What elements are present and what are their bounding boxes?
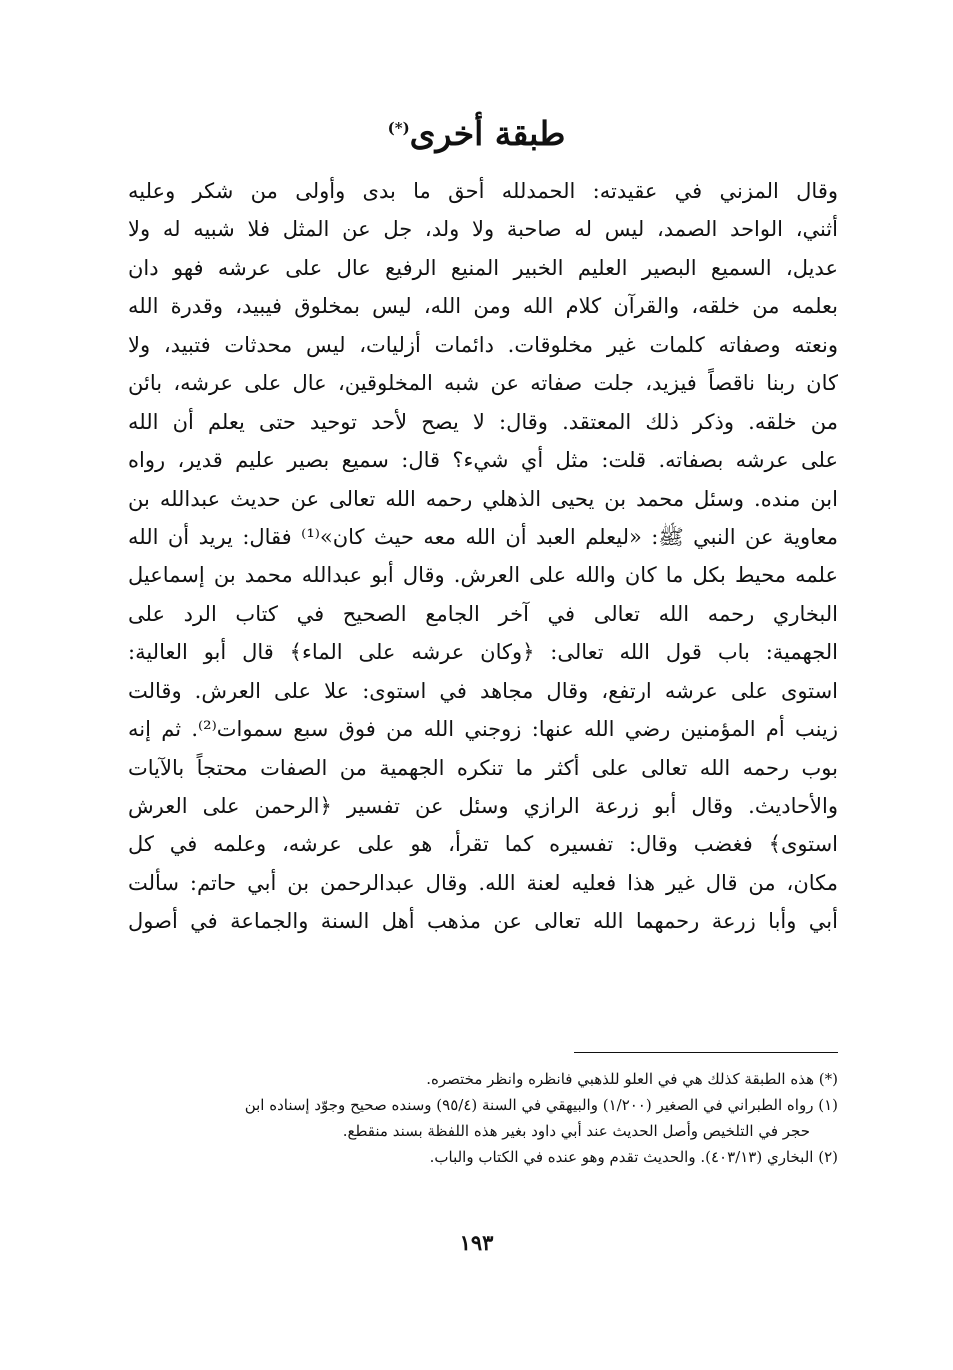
footnote-star: (*) هذه الطبقة كذلك هي في العلو للذهبي فانظره وانظر مختصره. (426, 1070, 838, 1088)
text-line: عديل، السميع البصير العليم الخبير المنيع الرفيع عال على عرشه فهو دان (128, 255, 838, 280)
text-line: ونعته وصفاته كلمات غير مخلوقات. دائمات أزليات، ليس محدثات فتبيد، ولا (128, 332, 838, 357)
footnote-2: (٢) البخاري (٤٠٣/١٣). والحديث تقدم وهو عنده في الكتاب والباب. (429, 1148, 838, 1166)
text-line: بعلمه من خلقه، والقرآن كلام الله ومن الله، ليس بمخلوق فيبيد، وقدرة الله (128, 294, 838, 319)
text-line: بوب رحمه الله تعالى على أكثر ما تنكره الجهمية من الصفات محتجاً بالآيات (128, 755, 838, 780)
text-line: البخاري رحمه الله تعالى في آخر الجامع الصحيح في كتاب الرد على (128, 601, 838, 626)
text-line: والأحاديث. وقال أبو زرعة الرازي وسئل عن تفسير ﴿الرحمن على العرش (128, 794, 838, 818)
text-line: ابن منده. وسئل محمد بن يحيى الذهلي رحمه الله تعالى عن حديث عبدالله بن (128, 486, 838, 511)
text-line: من خلقه. وذكر ذلك المعتقد. وقال: لا يصح لأحد توحيد حتى يعلم أن الله (128, 409, 838, 434)
page-title (0, 104, 953, 158)
text-line: استوى﴾ فغضب وقال: تفسيره كما تقرأ، هو على عرشه، وعلمه في كل (128, 832, 838, 857)
title-footnote-marker: (*) (387, 119, 410, 137)
footnote-1: (١) رواه الطبراني في الصغير (١/٢٠٠) والبيهقي في السنة (٩٥/٤) وسنده صحيح وجوّد إسناده ابن (244, 1096, 838, 1114)
text-line: زينب أم المؤمنين رضي الله عنها: زوجني الله من فوق سبع سموات⁽²⁾. ثم إنه (128, 717, 838, 742)
text-line: معاوية عن النبي ﷺ: «ليعلم العبد أن الله معه حيث كان»⁽¹⁾ فقال: يريد أن الله (128, 524, 838, 549)
main-text (128, 172, 838, 941)
text-line: وقال المزني في عقيدته: الحمدلله أحق ما بدى وأولى من شكر وعليه (128, 179, 838, 203)
text-line: مكان، من قال غير هذا فعليه لعنة الله. وقال عبدالرحمن بن أبي حاتم: سألت (128, 870, 838, 895)
footnotes (128, 1066, 838, 1170)
text-line: أثني، الواحد الصمد، ليس له صاحبة ولا ولد، جل عن المثل فلا شبيه له ولا (128, 217, 838, 242)
title-text: طبقة أخرى (409, 114, 566, 153)
footnote-separator (574, 1052, 838, 1053)
text-line: استوى على عرشه ارتفع، وقال مجاهد في استوى: علا على العرش. وقالت (128, 678, 838, 703)
text-line: كان ربنا ناقصاً فيزيد، جلت صفاته عن شبه المخلوقين، عال على عرشه، بائن (128, 371, 838, 396)
footnote-1-continued: حجر في التلخيص وأصل الحديث عند أبي داود بغير هذه اللفظة بسند منقطع. (342, 1122, 810, 1140)
page-number: ١٩٣ (459, 1230, 494, 1255)
text-line: الجهمية: باب قول الله تعالى: ﴿وكان عرشه على الماء﴾ قال أبو العالية: (128, 640, 838, 665)
text-line: علمه محيط بكل ما كان والله على العرش. وقال أبو عبدالله محمد بن إسماعيل (128, 563, 838, 588)
text-line: أبي وأبا زرعة رحمهما الله تعالى عن مذهب أهل السنة والجماعة في أصول (128, 909, 838, 934)
text-line: على عرشه بصفاته. قلت: مثل أي شيء؟ قال: سميع بصير عليم قدير، رواه (128, 448, 838, 473)
